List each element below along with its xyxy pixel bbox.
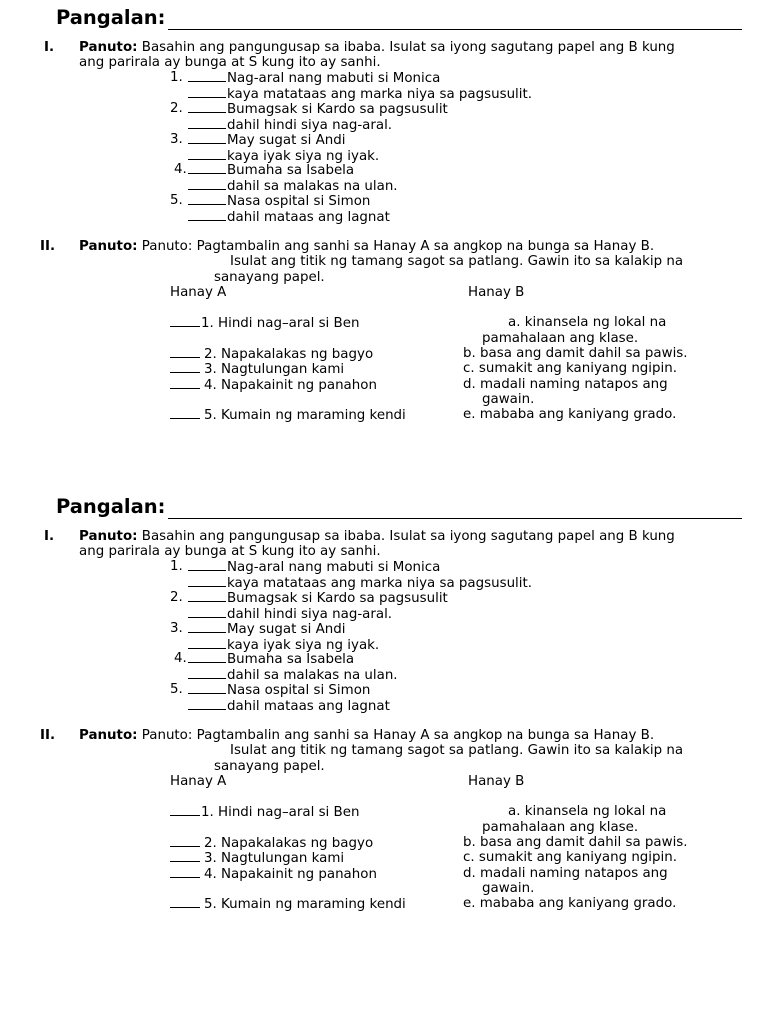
item-text: Bumagsak si Kardo sa pagsusulit (227, 591, 448, 606)
column-b-c: c. sumakit ang kaniyang ngipin. (463, 361, 677, 376)
item-4-line2 (188, 178, 398, 194)
answer-blank[interactable] (188, 575, 226, 587)
column-b-d-line2: gawain. (482, 881, 535, 896)
column-b-d-line2: gawain. (482, 392, 535, 407)
answer-blank[interactable] (188, 667, 226, 679)
column-a-item-1 (170, 315, 359, 331)
column-a-text: 4. Napakainit ng panahon (204, 378, 377, 393)
answer-blank[interactable] (188, 132, 226, 144)
part2-instruction-line2: Isulat ang titik ng tamang sagot sa patlang. Gawin ito sa kalakip na (230, 743, 684, 758)
item-text: kaya matataas ang marka niya sa pagsusulit. (227, 87, 533, 102)
item-1-line2 (188, 86, 532, 102)
column-b-d-line1: d. madali naming natapos ang (463, 377, 668, 392)
item-1-line1 (188, 559, 440, 575)
part1-instruction (79, 40, 675, 55)
item-text: dahil mataas ang lagnat (227, 210, 390, 225)
item-text: Nasa ospital si Simon (227, 683, 371, 698)
hanay-b-heading: Hanay B (468, 774, 525, 789)
match-blank[interactable] (170, 407, 200, 419)
column-b-d-line1: d. madali naming natapos ang (463, 866, 668, 881)
item-5-line2 (188, 209, 390, 225)
item-text: Nag-aral nang mabuti si Monica (227, 560, 441, 575)
item-text: kaya iyak siya ng iyak. (227, 638, 380, 653)
part1-instruction-line1: Basahin ang pangungusap sa ibaba. Isulat sa iyong sagutang papel ang B kung (141, 40, 675, 55)
part2-instruction-line3: sanayang papel. (214, 270, 325, 285)
column-a-item-2 (170, 835, 373, 851)
column-a-item-5 (170, 407, 406, 423)
answer-blank[interactable] (188, 117, 226, 129)
worksheet-copy-1 (0, 8, 768, 478)
item-4-line1 (188, 162, 354, 178)
item-text: Bumagsak si Kardo sa pagsusulit (227, 102, 448, 117)
answer-blank[interactable] (188, 637, 226, 649)
item-5-line1 (188, 193, 370, 209)
worksheet-copy-2 (0, 497, 768, 967)
column-b-c: c. sumakit ang kaniyang ngipin. (463, 850, 677, 865)
item-1-number: 1. (170, 70, 183, 85)
part2-panuto-label: Panuto: (79, 239, 138, 254)
match-blank[interactable] (170, 315, 200, 327)
part2-instruction-line2: Isulat ang titik ng tamang sagot sa patlang. Gawin ito sa kalakip na (230, 254, 684, 269)
part2-instruction (79, 239, 654, 254)
answer-blank[interactable] (188, 101, 226, 113)
column-a-item-5 (170, 896, 406, 912)
column-a-text: 4. Napakainit ng panahon (204, 867, 377, 882)
part1-instruction (79, 529, 675, 544)
match-blank[interactable] (170, 850, 200, 862)
column-a-item-3 (170, 361, 344, 377)
column-b-a-line2: pamahalaan ang klase. (482, 820, 639, 835)
item-text: kaya matataas ang marka niya sa pagsusulit. (227, 576, 533, 591)
answer-blank[interactable] (188, 178, 226, 190)
item-5-number: 5. (170, 193, 183, 208)
column-b-b: b. basa ang damit dahil sa pawis. (463, 835, 688, 850)
column-a-text: 1. Hindi nag–aral si Ben (201, 805, 360, 820)
part2-instruction-line1: Panuto: Pagtambalin ang sanhi sa Hanay A sa angkop na bunga sa Hanay B. (141, 239, 655, 254)
part1-numeral: I. (44, 529, 55, 544)
column-a-item-4 (170, 377, 377, 393)
item-4-number: 4. (174, 162, 187, 177)
match-blank[interactable] (170, 866, 200, 878)
item-4-line2 (188, 667, 398, 683)
column-b-a-line1: a. kinansela ng lokal na (508, 804, 667, 819)
item-text: dahil mataas ang lagnat (227, 699, 390, 714)
column-a-text: 5. Kumain ng maraming kendi (204, 408, 406, 423)
answer-blank[interactable] (188, 559, 226, 571)
part1-panuto-label: Panuto: (79, 529, 138, 544)
item-4-line1 (188, 651, 354, 667)
column-b-b: b. basa ang damit dahil sa pawis. (463, 346, 688, 361)
item-1-line1 (188, 70, 440, 86)
name-blank-line[interactable] (168, 29, 742, 30)
column-b-a-line2: pamahalaan ang klase. (482, 331, 639, 346)
part2-numeral: II. (40, 728, 56, 743)
part2-panuto-label: Panuto: (79, 728, 138, 743)
name-label: Pangalan: (56, 495, 166, 518)
item-3-line1 (188, 132, 345, 148)
item-3-line1 (188, 621, 345, 637)
item-5-line1 (188, 682, 370, 698)
hanay-b-heading: Hanay B (468, 285, 525, 300)
match-blank[interactable] (170, 377, 200, 389)
answer-blank[interactable] (188, 193, 226, 205)
part2-instruction (79, 728, 654, 743)
match-blank[interactable] (170, 804, 200, 816)
answer-blank[interactable] (188, 682, 226, 694)
column-a-text: 1. Hindi nag–aral si Ben (201, 316, 360, 331)
answer-blank[interactable] (188, 162, 226, 174)
part1-instruction-line2: ang parirala ay bunga at S kung ito ay sanhi. (79, 544, 381, 559)
item-text: dahil sa malakas na ulan. (227, 668, 398, 683)
part2-numeral: II. (40, 239, 56, 254)
hanay-a-heading: Hanay A (170, 285, 227, 300)
column-a-item-3 (170, 850, 344, 866)
item-text: Nasa ospital si Simon (227, 194, 371, 209)
item-1-line2 (188, 575, 532, 591)
part1-instruction-line2: ang parirala ay bunga at S kung ito ay sanhi. (79, 55, 381, 70)
match-blank[interactable] (170, 346, 200, 358)
name-row (56, 497, 742, 523)
item-text: dahil hindi siya nag-aral. (227, 118, 393, 133)
answer-blank[interactable] (188, 148, 226, 160)
item-text: dahil sa malakas na ulan. (227, 179, 398, 194)
answer-blank[interactable] (188, 651, 226, 663)
item-text: Bumaha sa Isabela (227, 652, 355, 667)
part2-instruction-line1: Panuto: Pagtambalin ang sanhi sa Hanay A sa angkop na bunga sa Hanay B. (141, 728, 655, 743)
item-text: kaya iyak siya ng iyak. (227, 149, 380, 164)
item-2-line1 (188, 101, 448, 117)
item-2-line2 (188, 606, 392, 622)
answer-blank[interactable] (188, 70, 226, 82)
name-label: Pangalan: (56, 6, 166, 29)
column-a-text: 3. Nagtulungan kami (204, 851, 345, 866)
answer-blank[interactable] (188, 621, 226, 633)
item-text: dahil hindi siya nag-aral. (227, 607, 393, 622)
column-a-text: 2. Napakalakas ng bagyo (204, 836, 374, 851)
part1-numeral: I. (44, 40, 55, 55)
answer-blank[interactable] (188, 86, 226, 98)
column-a-item-4 (170, 866, 377, 882)
answer-blank[interactable] (188, 590, 226, 602)
part1-instruction-line1: Basahin ang pangungusap sa ibaba. Isulat sa iyong sagutang papel ang B kung (141, 529, 675, 544)
match-blank[interactable] (170, 361, 200, 373)
answer-blank[interactable] (188, 606, 226, 618)
answer-blank[interactable] (188, 698, 226, 710)
answer-blank[interactable] (188, 209, 226, 221)
item-5-line2 (188, 698, 390, 714)
item-3-number: 3. (170, 621, 183, 636)
column-b-e: e. mababa ang kaniyang grado. (463, 896, 677, 911)
column-a-item-2 (170, 346, 373, 362)
item-2-number: 2. (170, 590, 183, 605)
item-2-line2 (188, 117, 392, 133)
match-blank[interactable] (170, 896, 200, 908)
part1-panuto-label: Panuto: (79, 40, 138, 55)
item-3-number: 3. (170, 132, 183, 147)
item-text: Nag-aral nang mabuti si Monica (227, 71, 441, 86)
name-row (56, 8, 742, 34)
item-2-number: 2. (170, 101, 183, 116)
name-blank-line[interactable] (168, 518, 742, 519)
item-text: May sugat si Andi (227, 622, 346, 637)
column-a-text: 5. Kumain ng maraming kendi (204, 897, 406, 912)
column-b-a-line1: a. kinansela ng lokal na (508, 315, 667, 330)
item-2-line1 (188, 590, 448, 606)
column-a-item-1 (170, 804, 359, 820)
match-blank[interactable] (170, 835, 200, 847)
item-4-number: 4. (174, 651, 187, 666)
item-5-number: 5. (170, 682, 183, 697)
item-text: May sugat si Andi (227, 133, 346, 148)
column-a-text: 3. Nagtulungan kami (204, 362, 345, 377)
part2-instruction-line3: sanayang papel. (214, 759, 325, 774)
item-text: Bumaha sa Isabela (227, 163, 355, 178)
hanay-a-heading: Hanay A (170, 774, 227, 789)
column-a-text: 2. Napakalakas ng bagyo (204, 347, 374, 362)
item-1-number: 1. (170, 559, 183, 574)
column-b-e: e. mababa ang kaniyang grado. (463, 407, 677, 422)
